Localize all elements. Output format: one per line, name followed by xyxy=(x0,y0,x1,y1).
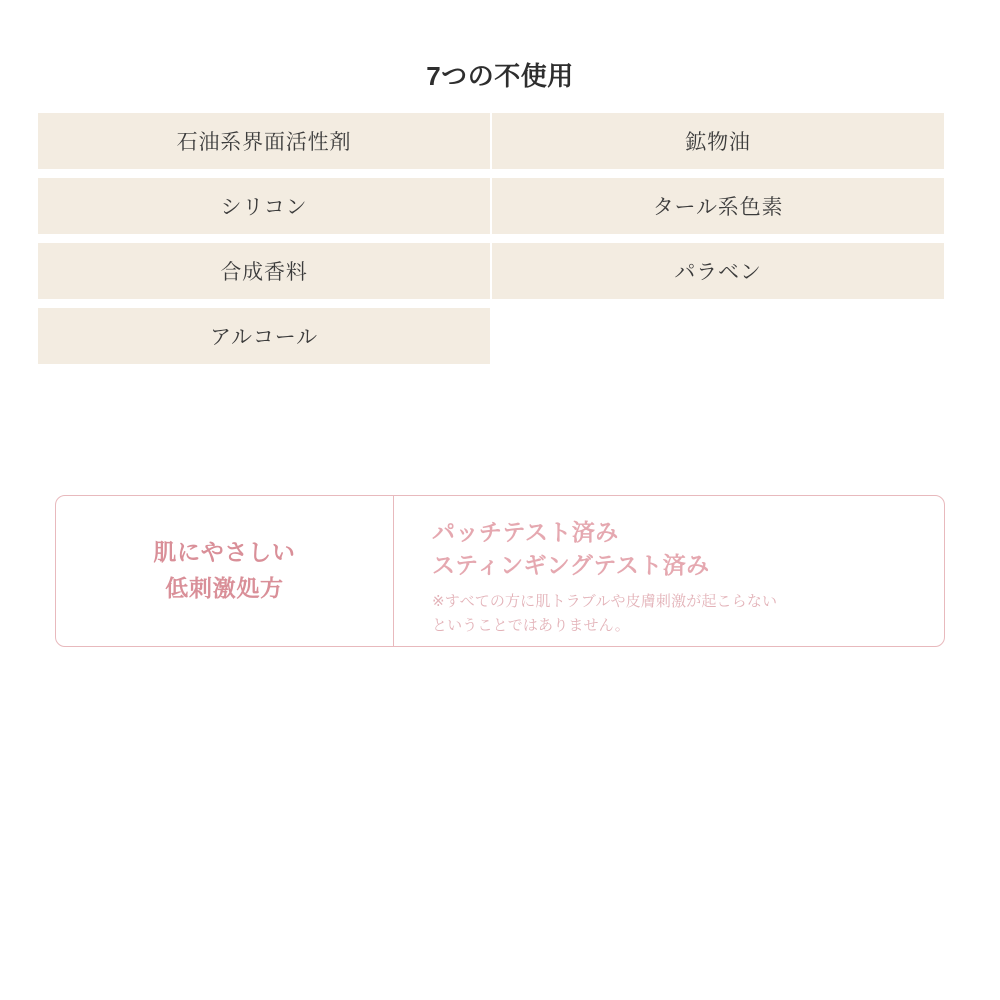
gentle-formula-box xyxy=(55,495,945,647)
free-from-item-placeholder xyxy=(492,308,944,364)
test-disclaimer-line-2: ということではありません。 xyxy=(432,616,630,634)
patch-test-label: パッチテスト済み xyxy=(432,519,619,545)
gentle-formula-label xyxy=(56,496,394,646)
free-from-item: パラベン xyxy=(492,243,944,299)
page-title: 7つの不使用 xyxy=(426,61,574,91)
test-results xyxy=(394,496,944,646)
gentle-formula-line-2: 低刺激処方 xyxy=(165,575,284,601)
free-from-item: アルコール xyxy=(38,308,490,364)
gentle-formula-line-1: 肌にやさしい xyxy=(153,539,296,566)
test-disclaimer-line-1: ※すべての方に肌トラブルや皮膚刺激が起こらない xyxy=(432,593,778,611)
test-disclaimer xyxy=(432,590,918,637)
free-from-item: 鉱物油 xyxy=(492,113,944,169)
stinging-test-label: スティンギングテスト済み xyxy=(432,551,710,578)
free-from-item: シリコン xyxy=(38,178,490,234)
free-from-item: 合成香料 xyxy=(38,243,490,299)
free-from-list xyxy=(38,113,944,364)
free-from-item: タール系色素 xyxy=(492,178,944,234)
free-from-item: 石油系界面活性剤 xyxy=(38,113,490,169)
